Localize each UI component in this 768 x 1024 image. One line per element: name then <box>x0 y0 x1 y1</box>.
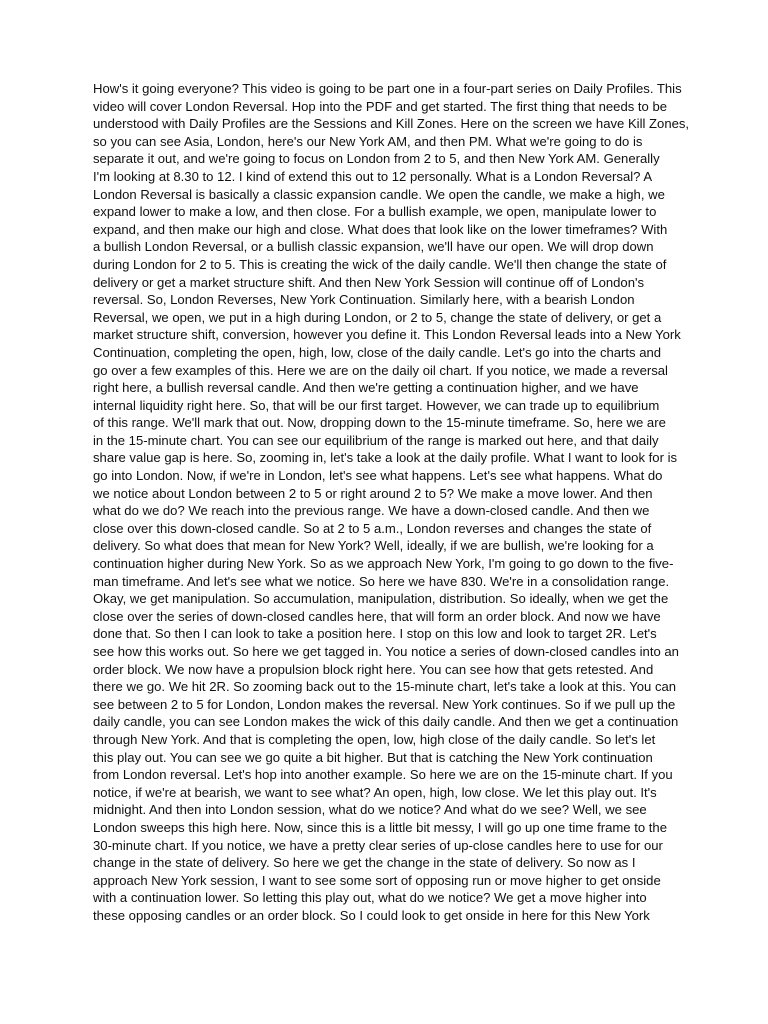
text-line: in the 15-minute chart. You can see our equilibrium of the range is marked out here, and that daily <box>93 432 659 448</box>
transcript-paragraph <box>93 80 693 925</box>
text-line: go over a few examples of this. Here we are on the daily oil chart. If you notice, we made a reversal <box>93 362 668 378</box>
text-line: during London for 2 to 5. This is creating the wick of the daily candle. We'll then change the state of <box>93 256 667 272</box>
text-line: done that. So then I can look to take a position here. I stop on this low and look to target 2R. Let's <box>93 626 657 642</box>
text-line: reversal. So, London Reverses, New York Continuation. Similarly here, with a bearish London <box>93 292 635 308</box>
text-line: so you can see Asia, London, here's our New York AM, and then PM. What we're going to do is <box>93 133 643 149</box>
text-line: London Reversal is basically a classic expansion candle. We open the candle, we make a high, we <box>93 186 665 202</box>
text-line: a bullish London Reversal, or a bullish classic expansion, we'll have our open. We will drop down <box>93 239 654 255</box>
text-line: expand lower to make a low, and then close. For a bullish example, we open, manipulate lower to <box>93 204 657 220</box>
text-line: delivery or get a market structure shift. And then New York Session will continue off of London's <box>93 274 645 290</box>
text-line: delivery. So what does that mean for New York? Well, ideally, if we are bullish, we're looking for a <box>93 538 654 554</box>
text-line: approach New York session, I want to see some sort of opposing run or move higher to get onside <box>93 872 661 888</box>
text-line: Reversal, we open, we put in a high during London, or 2 to 5, change the state of delivery, or get a <box>93 309 662 325</box>
text-line: what do we do? We reach into the previous range. We have a down-closed candle. And then we <box>93 503 650 519</box>
text-line: we notice about London between 2 to 5 or right around 2 to 5? We make a move lower. And then <box>93 485 653 501</box>
text-line: close over this down-closed candle. So at 2 to 5 a.m., London reverses and changes the state of <box>93 520 652 536</box>
text-line: go into London. Now, if we're in London, let's see what happens. Let's see what happens. What do <box>93 468 663 484</box>
text-line: expand, and then make our high and close. What does that look like on the lower timeframes? With <box>93 221 668 237</box>
text-line: from London reversal. Let's hop into another example. So here we are on the 15-minute chart. If you <box>93 767 673 783</box>
text-line: Continuation, completing the open, high, low, close of the daily candle. Let's go into the charts and <box>93 344 662 360</box>
text-line: daily candle, you can see London makes the wick of this daily candle. And then we get a continuation <box>93 714 679 730</box>
text-line: video will cover London Reversal. Hop into the PDF and get started. The first thing that needs to be <box>93 98 668 114</box>
text-line: change in the state of delivery. So here we get the change in the state of delivery. So now as I <box>93 855 636 871</box>
text-line: right here, a bullish reversal candle. And then we're getting a continuation higher, and we have <box>93 380 639 396</box>
text-line: internal liquidity right here. So, that will be our first target. However, we can trade up to equilibrium <box>93 397 660 413</box>
text-line: with a continuation lower. So letting this play out, what do we notice? We get a move higher into <box>93 890 647 906</box>
text-line: this play out. You can see we go quite a bit higher. But that is catching the New York continuation <box>93 749 653 765</box>
text-line: order block. We now have a propulsion block right here. You can see how that gets retested. And <box>93 661 654 677</box>
text-line: continuation higher during New York. So as we approach New York, I'm going to go down to the five- <box>93 556 674 572</box>
text-line: see between 2 to 5 for London, London makes the reversal. New York continues. So if we pull up the <box>93 696 676 712</box>
text-line: Okay, we get manipulation. So accumulation, manipulation, distribution. So ideally, when we get the <box>93 591 669 607</box>
text-line: share value gap is here. So, zooming in, let's take a look at the daily profile. What I want to look for is <box>93 450 678 466</box>
text-line: through New York. And that is completing the open, low, high close of the daily candle. So let's let <box>93 731 656 747</box>
text-line: midnight. And then into London session, what do we notice? And what do we see? Well, we see <box>93 802 647 818</box>
text-line: understood with Daily Profiles are the Sessions and Kill Zones. Here on the screen we have Kill Zones, <box>93 116 690 132</box>
text-line: I'm looking at 8.30 to 12. I kind of extend this out to 12 personally. What is a London Reversal? A <box>93 168 653 184</box>
text-line: of this range. We'll mark that out. Now, dropping down to the 15-minute timeframe. So, here we are <box>93 415 666 431</box>
text-line: notice, if we're at bearish, we want to see what? An open, high, low close. We let this play out. It's <box>93 784 657 800</box>
text-line: there we go. We hit 2R. So zooming back out to the 15-minute chart, let's take a look at this. You can <box>93 679 677 695</box>
text-line: see how this works out. So here we get tagged in. You notice a series of down-closed candles into an <box>93 644 679 659</box>
text-line: these opposing candles or an order block. So I could look to get onside in here for this New York <box>93 907 650 923</box>
text-line: close over the series of down-closed candles here, that will form an order block. And now we have <box>93 608 661 624</box>
text-line: man timeframe. And let's see what we notice. So here we have 830. We're in a consolidation range. <box>93 573 670 589</box>
text-line: market structure shift, conversion, however you define it. This London Reversal leads into a New York <box>93 327 681 343</box>
text-line: 30-minute chart. If you notice, we have a pretty clear series of up-close candles here to use for our <box>93 837 663 853</box>
text-line: London sweeps this high here. Now, since this is a little bit messy, I will go up one time frame to the <box>93 819 667 835</box>
text-line: How's it going everyone? This video is going to be part one in a four-part series on Daily Profiles. This <box>93 81 682 96</box>
text-line: separate it out, and we're going to focus on London from 2 to 5, and then New York AM. Generally <box>93 151 660 167</box>
